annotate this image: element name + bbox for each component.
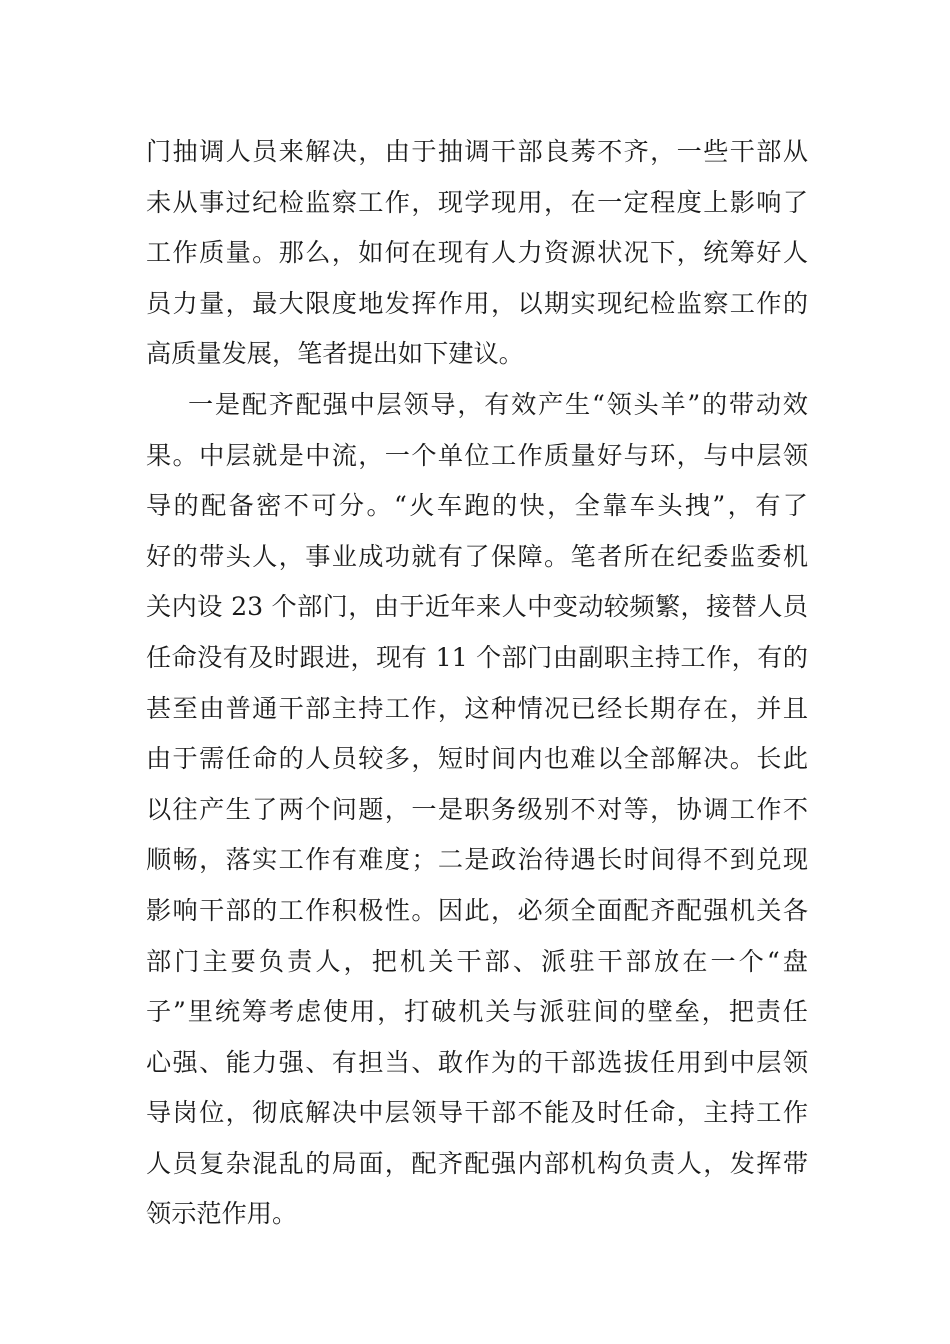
paragraph-line: 领示范作用。 [146,1199,298,1229]
paragraph-line: 由于需任命的人员较多，短时间内也难以全部解决。长此 [146,744,808,774]
paragraph-line: 员力量，最大限度地发挥作用，以期实现纪检监察工作的 [146,288,808,318]
document-body [146,127,808,1240]
paragraph-line: 顺畅，落实工作有难度；二是政治待遇长时间得不到兑现 [146,845,808,875]
paragraph-1 [146,127,808,380]
paragraph-line: 任命没有及时跟进，现有 11 个部门由副职主持工作，有的 [146,642,808,672]
paragraph-line: 未从事过纪检监察工作，现学现用，在一定程度上影响了 [146,187,808,217]
paragraph-line: 门抽调人员来解决，由于抽调干部良莠不齐，一些干部从 [146,137,808,166]
paragraph-line: 一是配齐配强中层领导，有效产生“领头羊”的带动效 [188,389,808,419]
paragraph-line: 关内设 23 个部门，由于近年来人中变动较频繁，接替人员 [146,592,808,622]
paragraph-line: 心强、能力强、有担当、敢作为的干部选拔任用到中层领 [146,1047,808,1077]
paragraph-line: 甚至由普通干部主持工作，这种情况已经长期存在，并且 [146,693,808,723]
paragraph-line: 好的带头人，事业成功就有了保障。笔者所在纪委监委机 [146,541,808,571]
paragraph-line: 导的配备密不可分。“火车跑的快，全靠车头拽”，有了 [146,491,808,521]
paragraph-line: 工作质量。那么，如何在现有人力资源状况下，统筹好人 [146,238,808,268]
paragraph-line: 导岗位，彻底解决中层领导干部不能及时任命，主持工作 [146,1098,808,1128]
paragraph-line: 子”里统筹考虑使用，打破机关与派驻间的壁垒，把责任 [146,997,808,1027]
paragraph-line: 影响干部的工作积极性。因此，必须全面配齐配强机关各 [146,895,808,925]
paragraph-2 [146,380,808,1240]
paragraph-line: 以往产生了两个问题，一是职务级别不对等，协调工作不 [146,794,808,824]
paragraph-line: 高质量发展，笔者提出如下建议。 [146,339,524,369]
paragraph-line: 果。中层就是中流，一个单位工作质量好与环，与中层领 [146,440,808,470]
paragraph-line: 部门主要负责人，把机关干部、派驻干部放在一个“盘 [146,946,808,976]
paragraph-line: 人员复杂混乱的局面，配齐配强内部机构负责人，发挥带 [146,1148,808,1178]
